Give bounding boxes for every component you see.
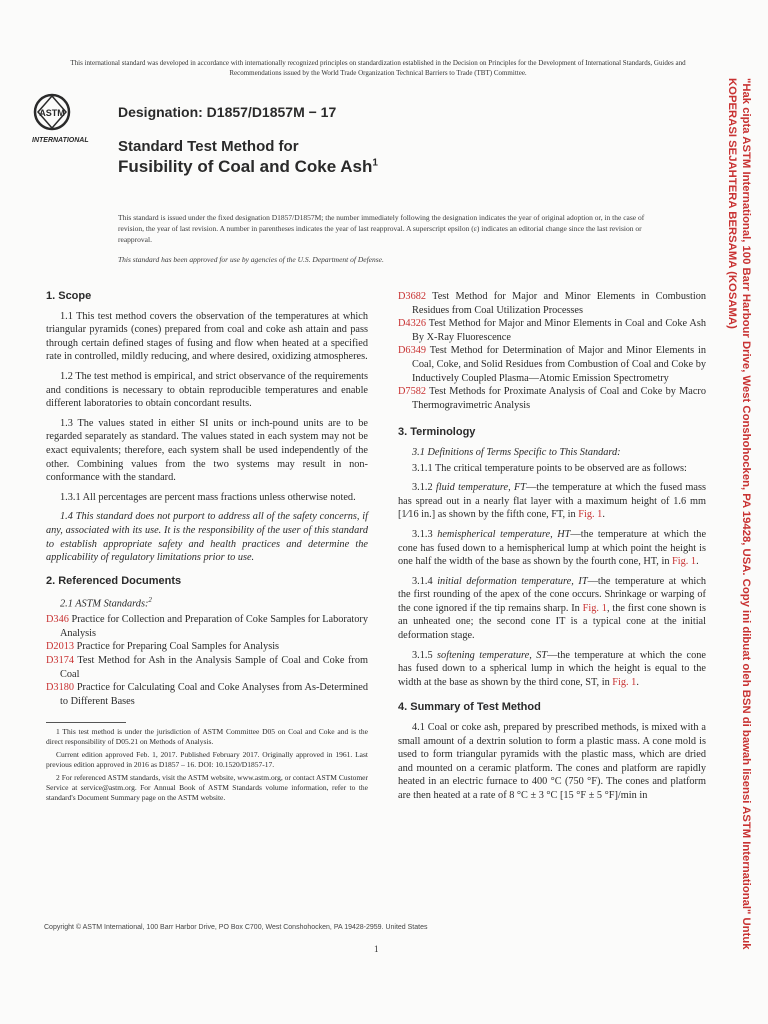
ref-code-link[interactable]: D346: [46, 614, 69, 626]
ref-item[interactable]: D4326 Test Method for Major and Minor Elements in Coal and Coke Ash By X-Ray Fluorescence: [398, 318, 706, 343]
section-scope-heading: 1. Scope: [46, 290, 92, 302]
ref-item[interactable]: D6349 Test Method for Determination of Major and Minor Elements in Coal, Coke, and Solid Residues from Combustion of Coal and Coke by Inductively Coupled Plasma—Atomic Emission Spectrometry: [398, 345, 706, 384]
title-line-1: Standard Test Method for: [118, 138, 299, 155]
fig-1-link[interactable]: Fig. 1: [582, 602, 607, 614]
designation: Designation: D1857/D1857M − 17: [118, 104, 337, 120]
section-terminology-heading: 3. Terminology: [398, 426, 476, 439]
title-text: Fusibility of Coal and Coke Ash: [118, 157, 373, 176]
right-column: [398, 290, 706, 809]
footnote-divider: [46, 722, 126, 723]
ref-item[interactable]: D7582 Test Methods for Proximate Analysis of Coal and Coke by Macro Thermogravimetric Analysis: [398, 386, 706, 411]
fig-1-link[interactable]: Fig. 1: [578, 509, 603, 521]
issued-note: This standard is issued under the fixed designation D1857/D1857M; the number immediately following the designation indicates the year of original adoption or, in the case of revision, the year of last revision. A number in parentheses indicates the year of last reapproval. A superscript epsilon (ε) indicates an editorial change since the last revision or reapproval.: [118, 213, 645, 244]
ref-code-link[interactable]: D2013: [46, 641, 75, 653]
copyright-footer: Copyright © ASTM International, 100 Barr Harbor Drive, PO Box C700, West Conshohocken, PA 19428-2959. United States: [44, 924, 428, 931]
paragraph-3-1-3: 3.1.3 hemispherical temperature, HT—the temperature at which the cone has fused down to a hemispherical lump at which point the height is one half the width of the base as shown by the fourth cone, HT, in Fig. 1.: [398, 528, 707, 568]
ref-code-link[interactable]: D4326: [398, 318, 427, 330]
paragraph-1-2: 1.2 The test method is empirical, and strict observance of the requirements and conditions is necessary to obtain reproducible temperatures and enable different laboratories to obtain concordant results.: [46, 370, 368, 410]
paragraph-3-1-5: 3.1.5 softening temperature, ST—the temperature at which the cone has fused down to a spherical lump in which the height is equal to the width at the base as shown by the third cone, ST, in Fig. 1.: [398, 649, 706, 688]
paragraph-4-1: 4.1 Coal or coke ash, prepared by prescribed methods, is mixed with a small amount of a dextrin solution to form a plastic mass. A cone mold is used to form triangular pyramids with the plastic mass, which are dried and mounted on a ceramic platform. The cones and platform are rapidly heated in an electric furnace to 400 °C (750 °F). The cones and platform are then heated at a rate of 8 °C ± 3 °C [15 °F ± 5 °F]/min in: [398, 722, 706, 801]
fig-1-link[interactable]: Fig. 1: [672, 556, 697, 568]
ref-code-link[interactable]: D3174: [46, 655, 75, 667]
paragraph-1-4: 1.4 This standard does not purport to address all of the safety concerns, if any, associated with its use. It is the responsibility of the user of this standard to establish appropriate safety and health practices and determine the applicability of regulatory limitations prior to use.: [46, 511, 368, 564]
section-referenced-docs-heading: 2. Referenced Documents: [46, 574, 182, 587]
paragraph-3-1-4: 3.1.4 initial deformation temperature, IT—the temperature at which the first rounding of the apex of the cone occurs. Shrinkage or warping of the cone ignored if the tip remains sharp. In Fig. 1, the first cone shown is an unheated one; the second cone IT is a typical cone at the initial deformation stage.: [398, 575, 706, 642]
left-column: [46, 290, 368, 806]
ref-code-link[interactable]: D7582: [398, 386, 427, 398]
paragraph-3-1-1: 3.1.1 The critical temperature points to be observed are as follows:: [412, 462, 687, 474]
ref-item[interactable]: D3682 Test Method for Major and Minor Elements in Combustion Residues from Coal Utilization Processes: [398, 291, 706, 316]
ref-code-link[interactable]: D3180: [46, 682, 75, 694]
paragraph-1-3-1: 1.3.1 All percentages are percent mass fractions unless otherwise noted.: [60, 491, 356, 503]
ref-item[interactable]: D3174 Test Method for Ash in the Analysis Sample of Coal and Coke from Coal: [46, 655, 368, 680]
page-number: 1: [374, 944, 379, 954]
ref-code-link[interactable]: D3682: [398, 291, 427, 302]
svg-text:ASTM: ASTM: [39, 108, 65, 118]
paragraph-1-1: 1.1 This test method covers the observation of the temperatures at which triangular pyramids (cones) prepared from coal and coke ash attain and pass through certain defined stages of fusing and flow when heated at a specified rate in controlled, mildly reducing, and where desired, oxidizing atmospheres.: [46, 310, 368, 363]
title-line-2: [118, 157, 378, 177]
paragraph-3-1: 3.1 Definitions of Terms Specific to This Standard:: [412, 446, 621, 458]
intro-statement: This international standard was developed in accordance with internationally recognized principles on standardization established in the Decision on Principles for the Development of International Standards, Guides and Recommendations issued by the World Trade Organization Technical Barriers to Trade (TBT) Committee.: [70, 59, 686, 77]
title-footnote-marker: 1: [372, 157, 378, 169]
astm-logo-icon: [35, 95, 69, 129]
astm-standards-label: 2.1 ASTM Standards:$^2$: [60, 596, 152, 610]
ref-item[interactable]: D346 Practice for Collection and Preparation of Coke Samples for Laboratory Analysis: [46, 614, 368, 639]
footnote-1: 1 This test method is under the jurisdiction of ASTM Committee D05 on Coal and Coke and is the direct responsibility of D05.21 on Methods of Analysis.: [46, 727, 368, 747]
ref-code-link[interactable]: D6349: [398, 345, 427, 357]
section-summary-heading: 4. Summary of Test Method: [398, 701, 541, 714]
fig-1-link[interactable]: Fig. 1: [612, 676, 637, 688]
ref-item[interactable]: D3180 Practice for Calculating Coal and Coke Analyses from As-Determined to Different Bases: [46, 682, 368, 707]
approved-note: This standard has been approved for use by agencies of the U.S. Department of Defense.: [118, 255, 384, 264]
ref-item[interactable]: D2013 Practice for Preparing Coal Samples for Analysis: [46, 641, 280, 653]
license-watermark: "Hak cipta ASTM International, 100 Barr Harbour Drive, West Conshohocken, PA 19428, USA. Copy ini dibuat oleh BSN di bawah lisensi ASTM International" Untuk KOPERASI SEJAHTERA BERSAMA (KOSAMA): [726, 78, 752, 950]
logo-text: INTERNATIONAL: [32, 137, 89, 144]
footnote-1-edition: Current edition approved Feb. 1, 2017. Published February 2017. Originally approved in 1961. Last previous edition approved in 2016 as D1857 – 16. DOI: 10.1520/D1857-17.: [46, 750, 368, 770]
paragraph-3-1-2: 3.1.2 fluid temperature, FT—the temperature at which the fused mass has spread out in a nearly flat layer with a maximum height of 1.6 mm [1⁄16 in.] as shown by the fifth cone, FT, in Fig. 1.: [398, 482, 707, 521]
astm-logo: [28, 90, 114, 146]
footnote-2: 2 For referenced ASTM standards, visit the ASTM website, www.astm.org, or contact ASTM Customer Service at service@astm.org. For Annual Book of ASTM Standards volume information, refer to the standard's Document Summary page on the ASTM website.: [46, 773, 368, 803]
paragraph-1-3: 1.3 The values stated in either SI units or inch-pound units are to be regarded separately as standard. The values stated in each system may not be exact equivalents; therefore, each system shall be used independently of the other. Combining values from the two systems may result in non-conformance with the standard.: [46, 417, 368, 484]
